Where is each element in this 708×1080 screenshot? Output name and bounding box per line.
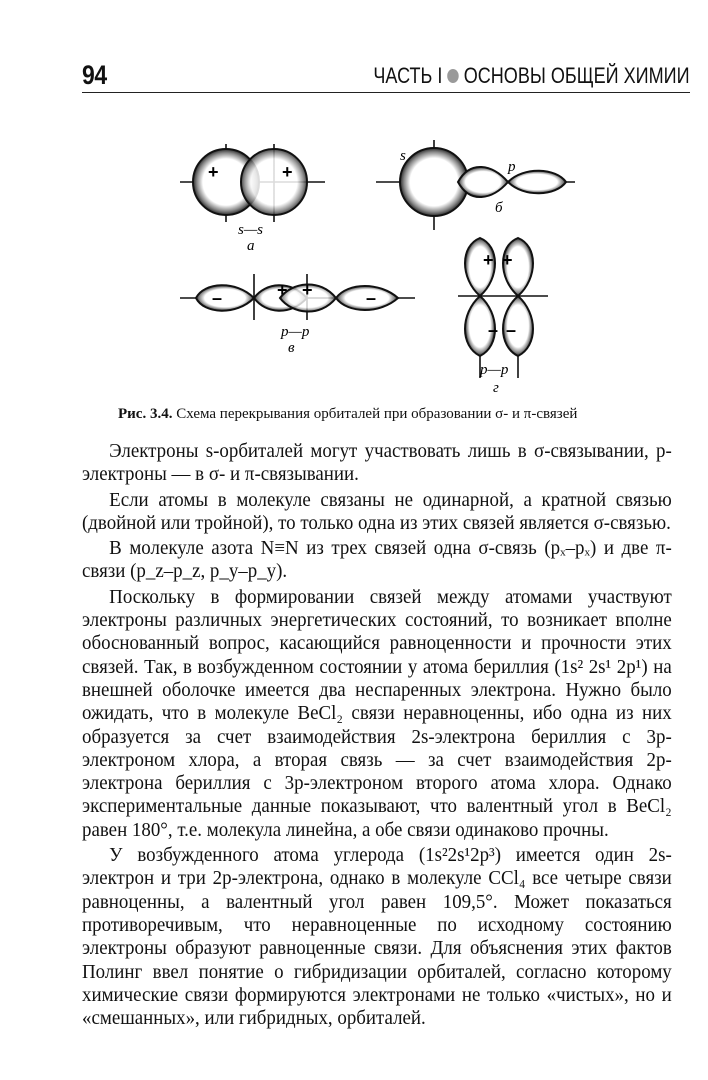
panel-c-letter: в	[288, 340, 295, 356]
plus-sign-c1: +	[277, 280, 288, 300]
plus-sign-d1: +	[483, 250, 494, 270]
minus-sign-c2: –	[366, 288, 377, 308]
panel-d-overlap-label: p—p	[480, 362, 509, 378]
part-label: ЧАСТЬ I	[373, 63, 443, 88]
paragraph-3: В молекуле азота N≡N из трех связей одна σ-связь (pₓ–pₓ) и две π-связи (p_z–p_z, p_y–p_y).	[82, 538, 672, 583]
paragraph-2: Если атомы в молекуле связаны не одинарной, а кратной связью (двойной или тройной), то только одна из этих связей является σ-связью.	[82, 489, 672, 534]
paragraph-5: У возбужденного атома углерода (1s²2s¹2p³) имеется один 2s-электрон и три 2p-электрона, однако в молекуле CCl₄ все четыре связи равноценны, а валентный угол равен 109,5°. Может показаться противоречивым, что неравноценные по исходному состоянию электроны образуют равноценные связи. Для объяснения этих фактов Полинг ввел понятие о гибридизации орбиталей, согласно которому химические связи формируются электронами не только «чистых», но и «смешанных», или гибридных, орбиталей.	[82, 845, 672, 1030]
panel-a-s-s-overlap	[180, 144, 325, 254]
paragraph-1: Электроны s-орбиталей могут участвовать лишь в σ-связывании, p-электроны — в σ- и π-связывании.	[82, 441, 672, 486]
panel-b-s-p-overlap	[376, 140, 575, 230]
panel-c-p-p-overlap	[180, 274, 415, 356]
panel-d-p-p-pi-overlap	[458, 238, 548, 396]
panel-b-s-label: s	[400, 148, 406, 164]
figure-caption-text: Схема перекрывания орбиталей при образовании σ- и π-связей	[176, 406, 578, 422]
plus-sign-d2: +	[502, 250, 513, 270]
page-header	[82, 60, 690, 90]
page-number: 94	[82, 60, 107, 90]
figure-label: Рис. 3.4.	[118, 406, 173, 422]
header-rule	[82, 92, 690, 93]
figure-caption	[118, 406, 708, 423]
minus-sign-c1: –	[212, 288, 223, 308]
paragraph-4: Поскольку в формировании связей между атомами участвуют электроны различных энергетических состояний, то возникает вполне обоснованный вопрос, касающийся равноценности и прочности этих связей. Так, в возбужденном состоянии у атома бериллия (1s² 2s¹ 2p¹) на внешней оболочке имеется два неспаренных электрона. Нужно было ожидать, что в молекуле BeCl₂ связи неравноценны, ибо одна из них образуется за счет взаимодействия 2s-электрона бериллия с 3p-электроном хлора, а вторая связь — за счет взаимодействия 2p-электрона бериллия с 3p-электроном второго атома хлора. Однако экспериментальные данные показывают, что валентный угол в BeCl₂ равен 180°, т.е. молекула линейна, а обе связи одинаково прочны.	[82, 586, 672, 841]
panel-d-letter: г	[493, 380, 499, 396]
plus-sign-a2: +	[282, 162, 293, 182]
section-title: ОСНОВЫ ОБЩЕЙ ХИМИИ	[464, 63, 690, 88]
plus-sign-c2: +	[302, 280, 313, 300]
minus-sign-d2: –	[506, 320, 517, 340]
panel-a-letter: а	[247, 238, 255, 254]
orbital-overlap-figure	[170, 138, 610, 400]
bullet-dot-icon	[448, 69, 459, 83]
running-head	[374, 63, 690, 89]
minus-sign-d1: –	[488, 320, 499, 340]
panel-a-overlap-label: s—s	[238, 222, 264, 238]
panel-b-letter: б	[495, 200, 503, 216]
panel-b-p-label: p	[508, 159, 516, 175]
panel-c-overlap-label: p—p	[281, 324, 310, 340]
body-text	[82, 440, 672, 1030]
plus-sign-a1: +	[208, 162, 219, 182]
